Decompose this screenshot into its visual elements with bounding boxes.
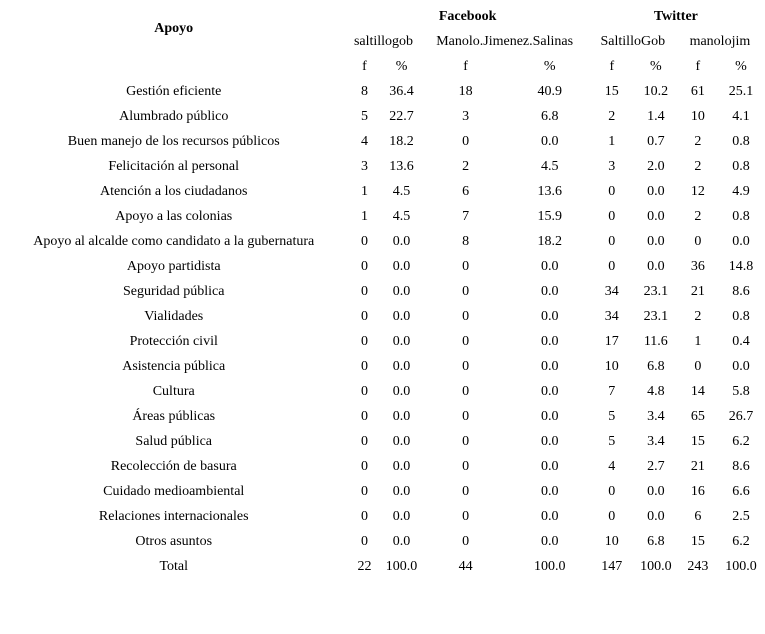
f-value-cell: 0 [360, 258, 368, 274]
f-value-cell: 0 [360, 283, 368, 299]
apoyo-table [1, 4, 763, 579]
f-value-cell: 0 [360, 533, 368, 549]
table-row [1, 454, 763, 479]
percent-value-cell: 4.9 [732, 183, 750, 199]
table-row [1, 104, 763, 129]
percent-value-cell: 10.2 [643, 83, 669, 99]
table-row [1, 379, 763, 404]
f-value-cell: 17 [604, 333, 619, 349]
percent-value-cell: 0.0 [540, 458, 559, 474]
f-value-cell: 6 [462, 183, 470, 199]
f-value-cell: 12 [690, 183, 705, 199]
f-value-cell: 7 [608, 383, 616, 399]
percent-value-cell: 36.4 [389, 83, 414, 99]
percent-value-cell: 0.0 [647, 208, 665, 224]
category-cell: Recolección de basura [110, 458, 237, 474]
f-value-cell: 18 [458, 83, 473, 99]
category-cell: Apoyo al alcalde como candidato a la gubernatura [33, 233, 315, 249]
f-value-cell: 36 [690, 258, 705, 274]
f-value-cell: 2 [694, 208, 702, 224]
f-value-cell: 5 [360, 108, 368, 124]
f-value-cell: 0 [608, 183, 616, 199]
percent-header: % [735, 58, 747, 74]
percent-value-cell: 22.7 [389, 108, 414, 124]
percent-value-cell: 3.4 [647, 408, 665, 424]
f-header: f [609, 58, 615, 74]
f-value-cell: 0 [608, 508, 616, 524]
f-value-cell: 3 [462, 108, 470, 124]
percent-value-cell: 0.0 [540, 283, 559, 299]
f-value-cell: 7 [462, 208, 470, 224]
f-value-cell: 65 [690, 408, 705, 424]
category-cell: Salud pública [135, 433, 213, 449]
account-header-manolo-jimenez-salinas: Manolo.Jimenez.Salinas [436, 33, 574, 49]
f-header: f [463, 58, 468, 74]
percent-value-cell: 100.0 [640, 558, 672, 574]
percent-value-cell: 100.0 [385, 558, 418, 574]
facebook-group-header: Facebook [438, 8, 497, 24]
percent-value-cell: 0.0 [540, 333, 559, 349]
percent-value-cell: 0.0 [540, 483, 559, 499]
table-row [1, 304, 763, 329]
percent-value-cell: 3.4 [647, 433, 665, 449]
percent-value-cell: 6.2 [732, 433, 750, 449]
f-value-cell: 0 [608, 233, 616, 249]
f-value-cell: 4 [608, 458, 616, 474]
percent-value-cell: 0.0 [392, 458, 411, 474]
table-row [1, 404, 763, 429]
f-value-cell: 0 [462, 458, 470, 474]
f-value-cell: 2 [608, 108, 616, 124]
percent-value-cell: 5.8 [732, 383, 750, 399]
f-value-cell: 4 [360, 133, 368, 149]
percent-header: % [543, 58, 556, 74]
f-value-cell: 6 [694, 508, 702, 524]
table-row [1, 279, 763, 304]
category-cell: Apoyo a las colonias [115, 208, 233, 224]
f-value-cell: 1 [694, 333, 702, 349]
f-value-cell: 0 [462, 333, 470, 349]
f-value-cell: 3 [360, 158, 368, 174]
f-value-cell: 0 [462, 533, 470, 549]
group-header-row [1, 4, 763, 29]
table-row [1, 329, 763, 354]
f-value-cell: 3 [608, 158, 616, 174]
f-value-cell: 0 [360, 233, 368, 249]
percent-value-cell: 23.1 [643, 283, 669, 299]
f-value-cell: 34 [604, 308, 619, 324]
f-value-cell: 2 [694, 158, 702, 174]
f-value-cell: 0 [608, 208, 616, 224]
f-value-cell: 0 [462, 508, 470, 524]
f-value-cell: 0 [360, 483, 368, 499]
category-cell: Gestión eficiente [126, 83, 222, 99]
percent-value-cell: 4.5 [540, 158, 559, 174]
f-value-cell: 8 [462, 233, 470, 249]
table-row [1, 129, 763, 154]
percent-value-cell: 15.9 [537, 208, 562, 224]
category-cell: Relaciones internacionales [98, 508, 249, 524]
percent-value-cell: 0.0 [732, 358, 750, 374]
table-row [1, 154, 763, 179]
f-value-cell: 0 [694, 233, 702, 249]
category-cell: Atención a los ciudadanos [100, 183, 248, 199]
f-value-cell: 1 [360, 208, 368, 224]
category-cell: Seguridad pública [122, 283, 225, 299]
f-value-cell: 61 [690, 83, 705, 99]
account-header-saltillogob: saltillogob [353, 33, 414, 49]
category-cell: Otros asuntos [135, 533, 213, 549]
f-value-cell: 0 [608, 483, 616, 499]
percent-value-cell: 8.6 [732, 283, 750, 299]
f-value-cell: 15 [690, 533, 705, 549]
f-value-cell: 147 [601, 558, 623, 574]
f-value-cell: 0 [360, 408, 368, 424]
account-header-saltillogob-twitter: SaltilloGob [600, 33, 666, 49]
percent-value-cell: 0.7 [647, 133, 665, 149]
percent-value-cell: 0.0 [540, 533, 559, 549]
f-value-cell: 44 [458, 558, 473, 574]
table-row [1, 429, 763, 454]
table-row [1, 254, 763, 279]
percent-value-cell: 13.6 [537, 183, 562, 199]
percent-value-cell: 18.2 [389, 133, 414, 149]
f-value-cell: 0 [462, 308, 470, 324]
table-row [1, 529, 763, 554]
percent-value-cell: 0.0 [392, 383, 411, 399]
f-value-cell: 0 [360, 458, 368, 474]
table-row [1, 204, 763, 229]
percent-value-cell: 0.0 [540, 133, 559, 149]
f-value-cell: 2 [462, 158, 470, 174]
percent-value-cell: 23.1 [643, 308, 669, 324]
percent-value-cell: 0.0 [392, 283, 411, 299]
percent-value-cell: 1.4 [647, 108, 665, 124]
percent-value-cell: 11.6 [643, 333, 668, 349]
f-value-cell: 0 [462, 133, 470, 149]
table-row [1, 179, 763, 204]
account-header-manolojim: manolojim [689, 33, 751, 49]
f-value-cell: 0 [360, 433, 368, 449]
f-value-cell: 15 [604, 83, 619, 99]
percent-value-cell: 25.1 [728, 83, 754, 99]
f-value-cell: 21 [690, 458, 705, 474]
percent-value-cell: 0.0 [732, 233, 750, 249]
percent-value-cell: 2.0 [647, 158, 665, 174]
percent-value-cell: 0.8 [732, 133, 750, 149]
percent-value-cell: 0.0 [647, 233, 665, 249]
percent-value-cell: 26.7 [728, 408, 754, 424]
category-cell: Apoyo partidista [126, 258, 221, 274]
row-header-title: Apoyo [154, 21, 194, 36]
percent-value-cell: 100.0 [533, 558, 566, 574]
f-header: f [695, 58, 701, 74]
category-cell: Cultura [152, 383, 195, 399]
table-body [1, 79, 763, 579]
percent-value-cell: 0.8 [732, 208, 750, 224]
percent-value-cell: 0.0 [392, 533, 411, 549]
percent-header: % [395, 58, 408, 74]
twitter-group-header: Twitter [653, 8, 698, 24]
f-value-cell: 0 [462, 358, 470, 374]
f-value-cell: 0 [360, 308, 368, 324]
percent-value-cell: 0.0 [392, 308, 411, 324]
empty-corner-cell [1, 54, 346, 79]
f-value-cell: 22 [357, 558, 372, 574]
percent-value-cell: 4.5 [392, 208, 411, 224]
f-value-cell: 8 [360, 83, 368, 99]
percent-value-cell: 6.8 [647, 533, 665, 549]
percent-value-cell: 0.0 [647, 483, 665, 499]
f-value-cell: 0 [360, 358, 368, 374]
category-cell: Buen manejo de los recursos públicos [67, 133, 280, 149]
table-row [1, 79, 763, 104]
percent-value-cell: 14.8 [728, 258, 754, 274]
table-row [1, 354, 763, 379]
f-value-cell: 0 [360, 333, 368, 349]
percent-value-cell: 0.0 [647, 508, 665, 524]
percent-value-cell: 0.0 [392, 433, 411, 449]
f-value-cell: 14 [690, 383, 705, 399]
f-value-cell: 10 [604, 358, 619, 374]
percent-value-cell: 0.0 [540, 508, 559, 524]
percent-value-cell: 18.2 [537, 233, 562, 249]
f-value-cell: 1 [360, 183, 368, 199]
category-cell: Felicitación al personal [108, 158, 240, 174]
table-row [1, 229, 763, 254]
percent-value-cell: 0.0 [392, 333, 411, 349]
percent-value-cell: 0.0 [392, 508, 411, 524]
percent-value-cell: 0.8 [732, 308, 750, 324]
f-value-cell: 0 [462, 283, 470, 299]
f-value-cell: 10 [604, 533, 619, 549]
percent-value-cell: 13.6 [389, 158, 414, 174]
percent-value-cell: 4.1 [732, 108, 750, 124]
category-cell: Vialidades [144, 308, 204, 324]
percent-value-cell: 8.6 [732, 458, 750, 474]
percent-value-cell: 6.8 [540, 108, 559, 124]
f-value-cell: 1 [608, 133, 616, 149]
percent-value-cell: 0.0 [540, 308, 559, 324]
f-value-cell: 5 [608, 408, 616, 424]
f-value-cell: 0 [360, 508, 368, 524]
f-value-cell: 15 [690, 433, 705, 449]
table-row [1, 504, 763, 529]
percent-value-cell: 0.0 [392, 233, 411, 249]
percent-value-cell: 4.8 [647, 383, 665, 399]
f-value-cell: 0 [462, 408, 470, 424]
f-value-cell: 34 [604, 283, 619, 299]
f-value-cell: 0 [360, 383, 368, 399]
category-cell: Áreas públicas [132, 408, 216, 424]
percent-value-cell: 0.0 [540, 358, 559, 374]
category-cell: Cuidado medioambiental [103, 483, 245, 499]
f-value-cell: 0 [694, 358, 702, 374]
percent-value-cell: 0.0 [392, 258, 411, 274]
percent-value-cell: 100.0 [725, 558, 757, 574]
percent-value-cell: 6.2 [732, 533, 750, 549]
percent-value-cell: 0.0 [392, 358, 411, 374]
f-value-cell: 0 [462, 433, 470, 449]
f-value-cell: 0 [462, 258, 470, 274]
table-header [1, 4, 763, 79]
f-value-cell: 0 [462, 383, 470, 399]
percent-value-cell: 6.8 [647, 358, 665, 374]
percent-value-cell: 2.5 [732, 508, 750, 524]
f-value-cell: 16 [690, 483, 705, 499]
percent-value-cell: 4.5 [392, 183, 411, 199]
category-cell: Alumbrado público [119, 108, 229, 124]
f-value-cell: 10 [690, 108, 705, 124]
f-value-cell: 5 [608, 433, 616, 449]
percent-value-cell: 0.0 [540, 258, 559, 274]
category-cell: Asistencia pública [122, 358, 226, 374]
table-row [1, 554, 763, 579]
f-value-cell: 21 [690, 283, 705, 299]
percent-value-cell: 2.7 [647, 458, 665, 474]
percent-value-cell: 0.0 [540, 433, 559, 449]
category-cell: Total [159, 558, 189, 574]
table-row [1, 479, 763, 504]
f-value-cell: 0 [462, 483, 470, 499]
percent-value-cell: 0.0 [647, 258, 665, 274]
percent-value-cell: 0.4 [732, 333, 750, 349]
f-value-cell: 0 [608, 258, 616, 274]
percent-value-cell: 0.0 [647, 183, 665, 199]
f-header: f [362, 58, 367, 74]
percent-value-cell: 0.0 [540, 408, 559, 424]
f-value-cell: 2 [694, 133, 702, 149]
percent-value-cell: 0.8 [732, 158, 750, 174]
f-value-cell: 2 [694, 308, 702, 324]
percent-value-cell: 0.0 [392, 483, 411, 499]
percent-header: % [649, 58, 662, 74]
percent-value-cell: 40.9 [537, 83, 562, 99]
percent-value-cell: 6.6 [732, 483, 750, 499]
category-cell: Protección civil [129, 333, 218, 349]
percent-value-cell: 0.0 [540, 383, 559, 399]
subheader-row [1, 54, 763, 79]
f-value-cell: 243 [687, 558, 709, 574]
percent-value-cell: 0.0 [392, 408, 411, 424]
